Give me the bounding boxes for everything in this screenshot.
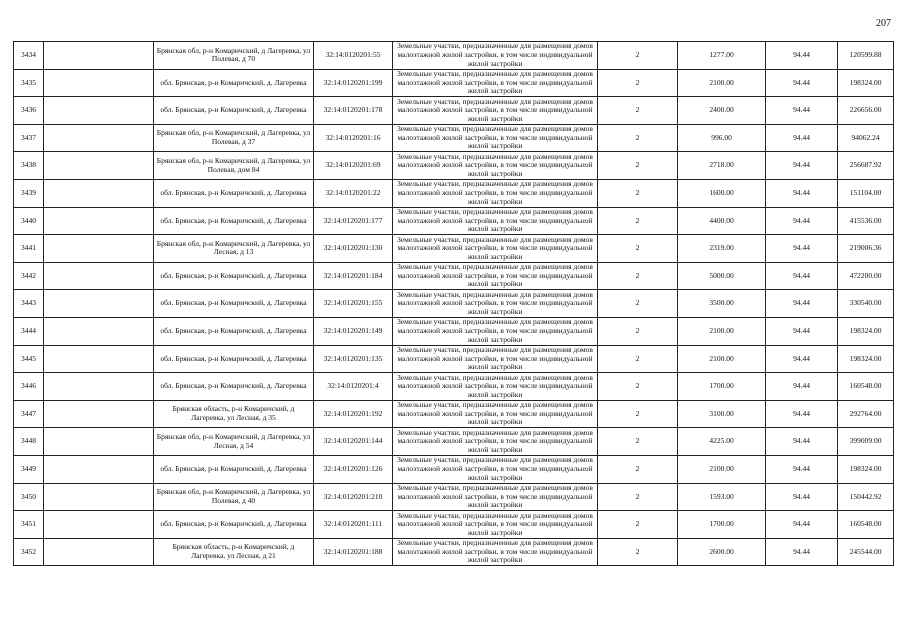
area-cell: 1700.00 [678, 373, 766, 401]
category-cell: 2 [598, 317, 678, 345]
permitted-use-cell: Земельные участки, предназначенные для размещения домов малоэтажной жилой застройки, в том числе индивидуальной жилой застройки [393, 483, 598, 511]
table-row [14, 124, 894, 152]
category-cell: 2 [598, 235, 678, 263]
rate-cell: 94.44 [766, 428, 838, 456]
permitted-use-cell: Земельные участки, предназначенные для размещения домов малоэтажной жилой застройки, в том числе индивидуальной жилой застройки [393, 124, 598, 152]
permitted-use-cell: Земельные участки, предназначенные для размещения домов малоэтажной жилой застройки, в том числе индивидуальной жилой застройки [393, 511, 598, 539]
row-number-cell: 3445 [14, 345, 44, 373]
address-cell: обл. Брянская, р-н Комаричский, д. Лагеревка [154, 262, 314, 290]
table-row [14, 373, 894, 401]
permitted-use-cell: Земельные участки, предназначенные для размещения домов малоэтажной жилой застройки, в том числе индивидуальной жилой застройки [393, 179, 598, 207]
category-cell: 2 [598, 538, 678, 566]
row-number-cell: 3434 [14, 42, 44, 70]
address-cell: обл. Брянская, р-н Комаричский, д. Лагеревка [154, 97, 314, 125]
rate-cell: 94.44 [766, 42, 838, 70]
permitted-use-cell: Земельные участки, предназначенные для размещения домов малоэтажной жилой застройки, в том числе индивидуальной жилой застройки [393, 538, 598, 566]
category-cell: 2 [598, 455, 678, 483]
cadastral-value-cell: 160548.00 [838, 511, 894, 539]
rate-cell: 94.44 [766, 179, 838, 207]
empty-cell [44, 69, 154, 97]
address-cell: обл. Брянская, р-н Комаричский, д. Лагеревка [154, 345, 314, 373]
table-body [14, 42, 894, 566]
cadastral-value-cell: 94062.24 [838, 124, 894, 152]
category-cell: 2 [598, 511, 678, 539]
cadastral-number-cell: 32:14:0120201:16 [314, 124, 393, 152]
row-number-cell: 3437 [14, 124, 44, 152]
category-cell: 2 [598, 152, 678, 180]
area-cell: 3500.00 [678, 290, 766, 318]
row-number-cell: 3435 [14, 69, 44, 97]
area-cell: 2319.00 [678, 235, 766, 263]
address-cell: Брянская обл, р-н Комаричский, д Лагеревка, ул Полевая, д 70 [154, 42, 314, 70]
row-number-cell: 3436 [14, 97, 44, 125]
empty-cell [44, 428, 154, 456]
empty-cell [44, 235, 154, 263]
area-cell: 996.00 [678, 124, 766, 152]
permitted-use-cell: Земельные участки, предназначенные для размещения домов малоэтажной жилой застройки, в том числе индивидуальной жилой застройки [393, 152, 598, 180]
address-cell: обл. Брянская, р-н Комаричский, д. Лагеревка [154, 69, 314, 97]
cadastral-number-cell: 32:14:0120201:177 [314, 207, 393, 235]
cadastral-number-cell: 32:14:0120201:199 [314, 69, 393, 97]
area-cell: 1593.00 [678, 483, 766, 511]
row-number-cell: 3452 [14, 538, 44, 566]
empty-cell [44, 262, 154, 290]
address-cell: обл. Брянская, р-н Комаричский, д. Лагеревка [154, 511, 314, 539]
row-number-cell: 3450 [14, 483, 44, 511]
row-number-cell: 3439 [14, 179, 44, 207]
address-cell: Брянская обл, р-н Комаричский, д Лагеревка, ул Полевая, д 40 [154, 483, 314, 511]
row-number-cell: 3448 [14, 428, 44, 456]
permitted-use-cell: Земельные участки, предназначенные для размещения домов малоэтажной жилой застройки, в том числе индивидуальной жилой застройки [393, 207, 598, 235]
cadastral-value-cell: 120599.88 [838, 42, 894, 70]
cadastral-value-cell: 198324.00 [838, 455, 894, 483]
cadastral-number-cell: 32:14:0120201:22 [314, 179, 393, 207]
empty-cell [44, 97, 154, 125]
address-cell: обл. Брянская, р-н Комаричский, д. Лагеревка [154, 207, 314, 235]
cadastral-number-cell: 32:14:0120201:126 [314, 455, 393, 483]
rate-cell: 94.44 [766, 400, 838, 428]
cadastral-value-cell: 198324.00 [838, 69, 894, 97]
category-cell: 2 [598, 69, 678, 97]
category-cell: 2 [598, 207, 678, 235]
row-number-cell: 3442 [14, 262, 44, 290]
permitted-use-cell: Земельные участки, предназначенные для размещения домов малоэтажной жилой застройки, в том числе индивидуальной жилой застройки [393, 97, 598, 125]
cadastral-number-cell: 32:14:0120201:130 [314, 235, 393, 263]
area-cell: 2718.00 [678, 152, 766, 180]
rate-cell: 94.44 [766, 207, 838, 235]
table-row [14, 262, 894, 290]
table-row [14, 400, 894, 428]
empty-cell [44, 179, 154, 207]
row-number-cell: 3451 [14, 511, 44, 539]
rate-cell: 94.44 [766, 538, 838, 566]
permitted-use-cell: Земельные участки, предназначенные для размещения домов малоэтажной жилой застройки, в том числе индивидуальной жилой застройки [393, 345, 598, 373]
table-row [14, 235, 894, 263]
table-row [14, 290, 894, 318]
empty-cell [44, 124, 154, 152]
row-number-cell: 3443 [14, 290, 44, 318]
cadastral-number-cell: 32:14:0120201:111 [314, 511, 393, 539]
table-row [14, 345, 894, 373]
area-cell: 4225.00 [678, 428, 766, 456]
cadastral-number-cell: 32:14:0120201:188 [314, 538, 393, 566]
empty-cell [44, 538, 154, 566]
category-cell: 2 [598, 97, 678, 125]
row-number-cell: 3440 [14, 207, 44, 235]
permitted-use-cell: Земельные участки, предназначенные для размещения домов малоэтажной жилой застройки, в том числе индивидуальной жилой застройки [393, 455, 598, 483]
permitted-use-cell: Земельные участки, предназначенные для размещения домов малоэтажной жилой застройки, в том числе индивидуальной жилой застройки [393, 42, 598, 70]
empty-cell [44, 317, 154, 345]
cadastral-value-cell: 472200.00 [838, 262, 894, 290]
table-row [14, 483, 894, 511]
cadastral-value-cell: 198324.00 [838, 317, 894, 345]
empty-cell [44, 373, 154, 401]
category-cell: 2 [598, 373, 678, 401]
rate-cell: 94.44 [766, 97, 838, 125]
area-cell: 4400.00 [678, 207, 766, 235]
permitted-use-cell: Земельные участки, предназначенные для размещения домов малоэтажной жилой застройки, в том числе индивидуальной жилой застройки [393, 69, 598, 97]
address-cell: Брянская обл, р-н Комаричский, д Лагеревка, ул Лесная, д 54 [154, 428, 314, 456]
address-cell: Брянская область, р-н Комаричский, д Лагеревка, ул Лесная, д 35 [154, 400, 314, 428]
area-cell: 1277.00 [678, 42, 766, 70]
area-cell: 3100.00 [678, 400, 766, 428]
empty-cell [44, 290, 154, 318]
cadastral-number-cell: 32:14:0120201:149 [314, 317, 393, 345]
cadastral-value-cell: 226656.00 [838, 97, 894, 125]
empty-cell [44, 455, 154, 483]
area-cell: 5000.00 [678, 262, 766, 290]
empty-cell [44, 483, 154, 511]
area-cell: 2600.00 [678, 538, 766, 566]
address-cell: Брянская обл, р-н Комаричский, д Лагеревка, ул Лесная, д 13 [154, 235, 314, 263]
category-cell: 2 [598, 179, 678, 207]
empty-cell [44, 345, 154, 373]
page-number: 207 [876, 18, 891, 29]
category-cell: 2 [598, 400, 678, 428]
cadastral-number-cell: 32:14:0120201:55 [314, 42, 393, 70]
rate-cell: 94.44 [766, 483, 838, 511]
row-number-cell: 3449 [14, 455, 44, 483]
table-row [14, 42, 894, 70]
address-cell: Брянская обл, р-н Комаричский, д Лагеревка, ул Полевая, д 37 [154, 124, 314, 152]
table-row [14, 455, 894, 483]
empty-cell [44, 511, 154, 539]
permitted-use-cell: Земельные участки, предназначенные для размещения домов малоэтажной жилой застройки, в том числе индивидуальной жилой застройки [393, 290, 598, 318]
cadastral-number-cell: 32:14:0120201:184 [314, 262, 393, 290]
empty-cell [44, 152, 154, 180]
rate-cell: 94.44 [766, 373, 838, 401]
empty-cell [44, 42, 154, 70]
rate-cell: 94.44 [766, 455, 838, 483]
address-cell: обл. Брянская, р-н Комаричский, д. Лагеревка [154, 290, 314, 318]
cadastral-value-cell: 292764.00 [838, 400, 894, 428]
rate-cell: 94.44 [766, 345, 838, 373]
category-cell: 2 [598, 262, 678, 290]
table-row [14, 538, 894, 566]
row-number-cell: 3438 [14, 152, 44, 180]
category-cell: 2 [598, 483, 678, 511]
address-cell: Брянская область, р-н Комаричский, д Лагеревка, ул Лесная, д 21 [154, 538, 314, 566]
table-row [14, 317, 894, 345]
table-row [14, 207, 894, 235]
category-cell: 2 [598, 124, 678, 152]
empty-cell [44, 400, 154, 428]
rate-cell: 94.44 [766, 152, 838, 180]
cadastral-number-cell: 32:14:0120201:178 [314, 97, 393, 125]
cadastral-number-cell: 32:14:0120201:192 [314, 400, 393, 428]
address-cell: обл. Брянская, р-н Комаричский, д. Лагеревка [154, 455, 314, 483]
permitted-use-cell: Земельные участки, предназначенные для размещения домов малоэтажной жилой застройки, в том числе индивидуальной жилой застройки [393, 317, 598, 345]
land-registry-table [13, 41, 894, 566]
permitted-use-cell: Земельные участки, предназначенные для размещения домов малоэтажной жилой застройки, в том числе индивидуальной жилой застройки [393, 373, 598, 401]
permitted-use-cell: Земельные участки, предназначенные для размещения домов малоэтажной жилой застройки, в том числе индивидуальной жилой застройки [393, 428, 598, 456]
category-cell: 2 [598, 290, 678, 318]
address-cell: обл. Брянская, р-н Комаричский, д. Лагеревка [154, 179, 314, 207]
permitted-use-cell: Земельные участки, предназначенные для размещения домов малоэтажной жилой застройки, в том числе индивидуальной жилой застройки [393, 400, 598, 428]
cadastral-value-cell: 256687.92 [838, 152, 894, 180]
cadastral-number-cell: 32:14:0120201:135 [314, 345, 393, 373]
table-row [14, 428, 894, 456]
cadastral-value-cell: 219006.36 [838, 235, 894, 263]
cadastral-value-cell: 245544.00 [838, 538, 894, 566]
permitted-use-cell: Земельные участки, предназначенные для размещения домов малоэтажной жилой застройки, в том числе индивидуальной жилой застройки [393, 235, 598, 263]
category-cell: 2 [598, 428, 678, 456]
rate-cell: 94.44 [766, 511, 838, 539]
category-cell: 2 [598, 345, 678, 373]
area-cell: 2400.00 [678, 97, 766, 125]
address-cell: обл. Брянская, р-н Комаричский, д. Лагеревка [154, 373, 314, 401]
row-number-cell: 3447 [14, 400, 44, 428]
cadastral-value-cell: 198324.00 [838, 345, 894, 373]
cadastral-number-cell: 32:14:0120201:4 [314, 373, 393, 401]
category-cell: 2 [598, 42, 678, 70]
table-row [14, 511, 894, 539]
address-cell: обл. Брянская, р-н Комаричский, д. Лагеревка [154, 317, 314, 345]
rate-cell: 94.44 [766, 262, 838, 290]
area-cell: 1600.00 [678, 179, 766, 207]
area-cell: 2100.00 [678, 69, 766, 97]
cadastral-value-cell: 160548.00 [838, 373, 894, 401]
rate-cell: 94.44 [766, 317, 838, 345]
cadastral-number-cell: 32:14:0120201:69 [314, 152, 393, 180]
cadastral-number-cell: 32:14:0120201:210 [314, 483, 393, 511]
rate-cell: 94.44 [766, 124, 838, 152]
area-cell: 1700.00 [678, 511, 766, 539]
rate-cell: 94.44 [766, 69, 838, 97]
cadastral-value-cell: 151104.00 [838, 179, 894, 207]
area-cell: 2100.00 [678, 345, 766, 373]
cadastral-value-cell: 399009.00 [838, 428, 894, 456]
table-row [14, 97, 894, 125]
address-cell: Брянская обл, р-н Комаричский, д Лагеревка, ул Полевая, дом 84 [154, 152, 314, 180]
row-number-cell: 3441 [14, 235, 44, 263]
table-row [14, 152, 894, 180]
cadastral-value-cell: 415536.00 [838, 207, 894, 235]
row-number-cell: 3446 [14, 373, 44, 401]
cadastral-number-cell: 32:14:0120201:144 [314, 428, 393, 456]
row-number-cell: 3444 [14, 317, 44, 345]
cadastral-value-cell: 150442.92 [838, 483, 894, 511]
area-cell: 2100.00 [678, 455, 766, 483]
rate-cell: 94.44 [766, 290, 838, 318]
table-row [14, 179, 894, 207]
cadastral-number-cell: 32:14:0120201:155 [314, 290, 393, 318]
table-row [14, 69, 894, 97]
empty-cell [44, 207, 154, 235]
permitted-use-cell: Земельные участки, предназначенные для размещения домов малоэтажной жилой застройки, в том числе индивидуальной жилой застройки [393, 262, 598, 290]
rate-cell: 94.44 [766, 235, 838, 263]
cadastral-value-cell: 330540.00 [838, 290, 894, 318]
area-cell: 2100.00 [678, 317, 766, 345]
